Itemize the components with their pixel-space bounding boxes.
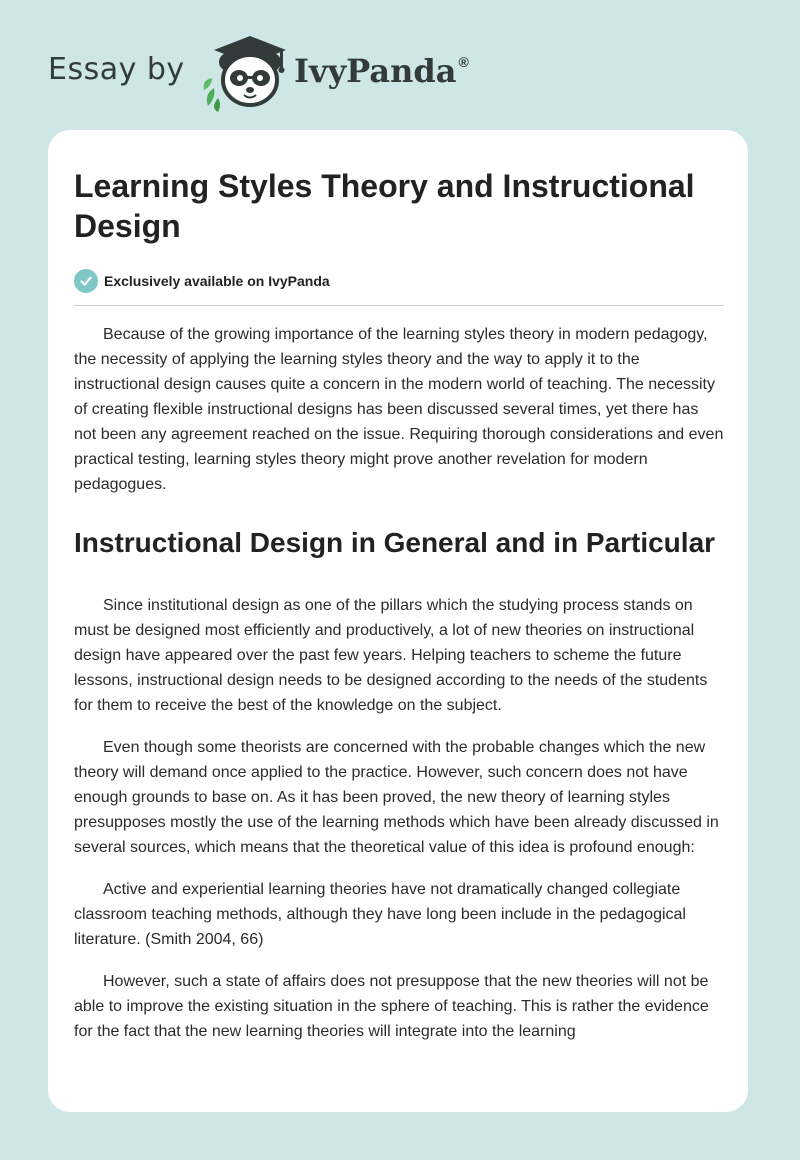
- ivypanda-logo-icon[interactable]: [200, 28, 300, 112]
- section-paragraph-3: However, such a state of affairs does not presuppose that the new theories will not be able to improve the existing situation in the sphere of teaching. This is rather the evidence for the fact that the new learning theories will integrate into the learning: [74, 973, 709, 1040]
- essay-card: [48, 130, 748, 1112]
- section-paragraph-2: Even though some theorists are concerned with the probable changes which the new theory will demand once applied to the practice. However, such concern does not have enough grounds to base on. As it has been proved, the new theory of learning styles presupposes mostly the use of the learning methods which have been already discussed in several sources, which means that the theoretical value of this idea is profound enough:: [74, 739, 719, 856]
- essay-content: [74, 130, 724, 1044]
- exclusive-label: Exclusively available on IvyPanda: [104, 273, 330, 289]
- paragraph-intro: Because of the growing importance of the learning styles theory in modern pedagogy, the necessity of applying the learning styles theory and the way to apply it to the instructional design causes quite a concern in the modern world of teaching. The necessity of creating flexible instructional designs has been discussed several times, yet there has not been any agreement reached on the issue. Requiring thorough considerations and even practical testing, learning styles theory might prove another revelation for modern pedagogues.: [74, 326, 724, 493]
- essay-title: Learning Styles Theory and Instructional Design: [74, 168, 695, 244]
- check-icon: [74, 269, 98, 293]
- site-header: [48, 28, 488, 118]
- section-paragraph-1: Since institutional design as one of the pillars which the studying process stands on must be designed most efficiently and productively, a lot of new theories on instructional design have appeared over the past few years. Helping teachers to scheme the future lessons, instructional design needs to be designed according to the needs of the students for them to receive the best of the knowledge on the subject.: [74, 597, 708, 714]
- registered-mark: ®: [458, 54, 469, 70]
- exclusive-badge: [74, 268, 724, 294]
- essay-by-label: Essay by: [48, 52, 185, 87]
- section-heading: Instructional Design in General and in Particular: [74, 527, 716, 558]
- divider: [74, 305, 724, 306]
- brand-name[interactable]: IvyPanda ®: [294, 52, 469, 90]
- quote-paragraph: Active and experiential learning theories have not dramatically changed collegiate classroom teaching methods, although they have long been include in the pedagogical literature. (Smith 2004, 66): [74, 881, 686, 948]
